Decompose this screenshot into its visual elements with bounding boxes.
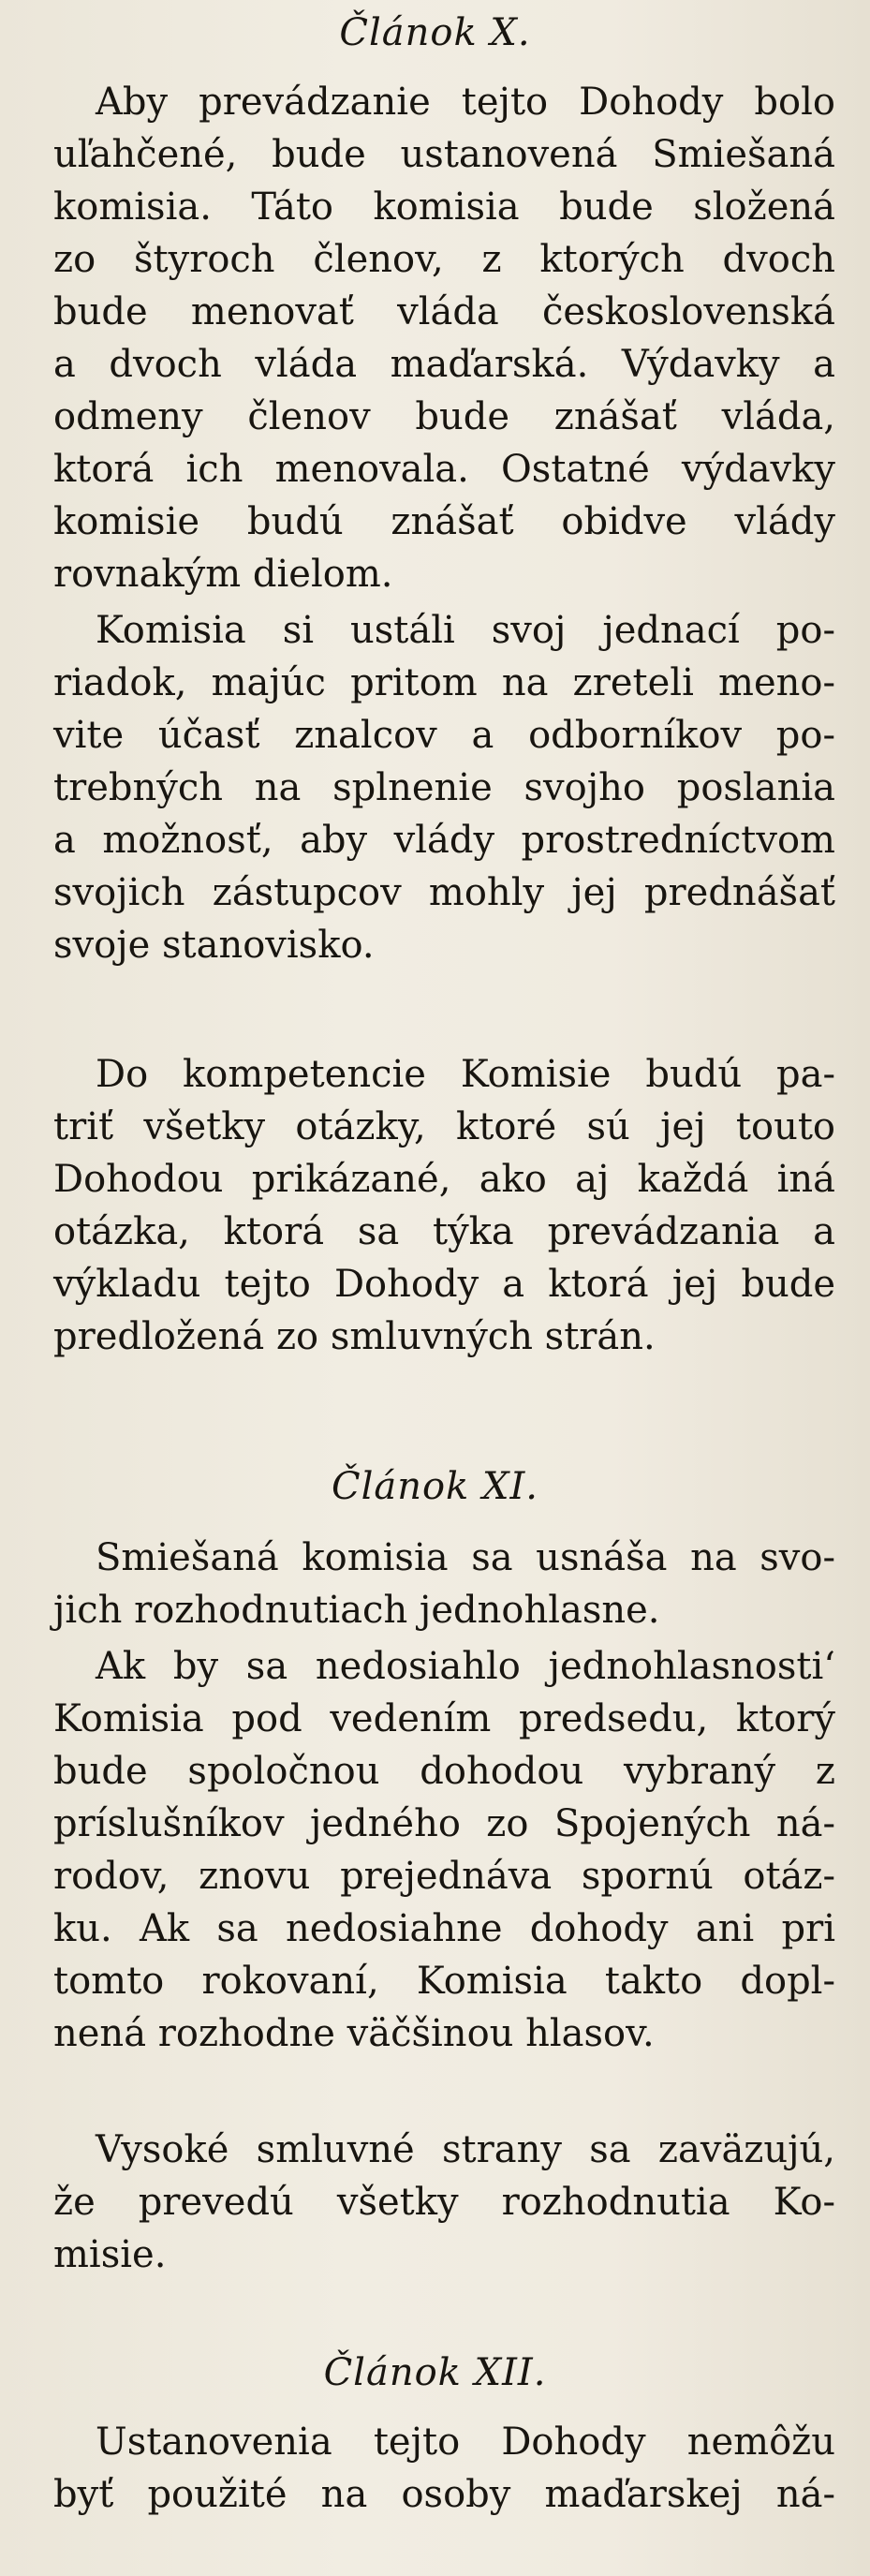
text-line: trebných na splnenie svojho poslania — [53, 766, 835, 809]
text-line: komisie budú znášať obidve vlády — [53, 500, 835, 543]
article-xi-heading: Článok XI. — [331, 1465, 539, 1508]
text-line: otázka, ktorá sa týka prevádzania a — [53, 1210, 835, 1253]
text-line: svojich zástupcov mohly jej prednášať — [53, 871, 835, 914]
text-line: Komisia si ustáli svoj jednací po- — [96, 609, 835, 652]
text-line: Aby prevádzanie tejto Dohody bolo — [96, 81, 835, 124]
text-line: a možnosť, aby vlády prostredníctvom — [53, 819, 835, 862]
text-line: Komisia pod vedením predsedu, ktorý — [53, 1697, 835, 1740]
text-line: odmeny členov bude znášať vláda, — [53, 395, 835, 438]
text-line: Ak by sa nedosiahlo jednohlasnosti‘ — [96, 1645, 835, 1688]
text-line: riadok, majúc pritom na zreteli meno- — [53, 661, 835, 704]
text-line: Do kompetencie Komisie budú pa- — [96, 1053, 835, 1096]
text-line: triť všetky otázky, ktoré sú jej touto — [53, 1105, 835, 1148]
text-line: predložená zo smluvných strán. — [53, 1315, 656, 1358]
text-line: rodov, znovu prejednáva spornú otáz- — [53, 1855, 835, 1898]
text-line: byť použité na osoby maďarskej ná- — [53, 2473, 835, 2516]
text-line: komisia. Táto komisia bude složená — [53, 185, 835, 229]
text-line: jich rozhodnutiach jednohlasne. — [53, 1589, 660, 1632]
text-line: že prevedú všetky rozhodnutia Ko- — [53, 2181, 835, 2224]
text-line: svoje stanovisko. — [53, 924, 375, 967]
text-line: ktorá ich menovala. Ostatné výdavky — [53, 448, 835, 491]
text-line: Smiešaná komisia sa usnáša na svo- — [96, 1536, 835, 1579]
text-line: ku. Ak sa nedosiahne dohody ani pri — [53, 1907, 835, 1950]
text-line: príslušníkov jedného zo Spojených ná- — [53, 1802, 835, 1845]
text-line: Dohodou prikázané, ako aj každá iná — [53, 1158, 835, 1201]
text-line: Ustanovenia tejto Dohody nemôžu — [96, 2421, 835, 2464]
text-line: rovnakým dielom. — [53, 553, 393, 596]
text-line: zo štyroch členov, z ktorých dvoch — [53, 238, 835, 281]
text-line: misie. — [53, 2233, 167, 2276]
text-line: uľahčené, bude ustanovená Smiešaná — [53, 133, 835, 176]
text-line: vite účasť znalcov a odborníkov po- — [53, 714, 835, 757]
text-line: tomto rokovaní, Komisia takto dopl- — [53, 1960, 835, 2003]
article-xii-heading: Článok XII. — [323, 2351, 547, 2394]
text-line: a dvoch vláda maďarská. Výdavky a — [53, 343, 835, 386]
text-line: bude menovať vláda československá — [53, 290, 835, 333]
text-line: bude spoločnou dohodou vybraný z — [53, 1750, 835, 1793]
text-line: nená rozhodne väčšinou hlasov. — [53, 2012, 655, 2055]
text-line: Vysoké smluvné strany sa zaväzujú, — [96, 2128, 835, 2171]
article-x-heading: Článok X. — [339, 11, 531, 54]
text-line: výkladu tejto Dohody a ktorá jej bude — [53, 1263, 835, 1306]
